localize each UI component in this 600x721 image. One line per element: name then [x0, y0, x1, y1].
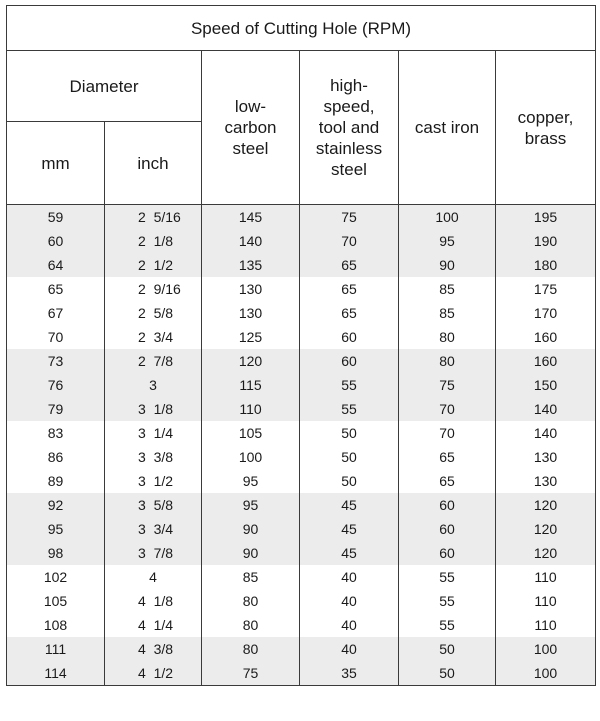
cell-inch: 4 1/4 [105, 613, 202, 637]
cell-low-carbon-steel: 130 [202, 277, 300, 301]
cell-mm: 92 [7, 493, 105, 517]
cell-cast-iron: 65 [399, 469, 496, 493]
cell-low-carbon-steel: 120 [202, 349, 300, 373]
cell-low-carbon-steel: 135 [202, 253, 300, 277]
cell-inch: 2 9/16 [105, 277, 202, 301]
cell-high-speed-steel: 60 [300, 325, 399, 349]
rpm-table-container [6, 5, 595, 686]
cell-cast-iron: 80 [399, 325, 496, 349]
cell-cast-iron: 75 [399, 373, 496, 397]
cell-high-speed-steel: 65 [300, 277, 399, 301]
cell-mm: 102 [7, 565, 105, 589]
cell-copper-brass: 120 [496, 517, 596, 541]
cell-inch: 2 5/16 [105, 205, 202, 230]
cell-mm: 64 [7, 253, 105, 277]
cell-mm: 60 [7, 229, 105, 253]
cell-copper-brass: 140 [496, 421, 596, 445]
mm-header: mm [7, 122, 105, 205]
cell-copper-brass: 160 [496, 349, 596, 373]
cell-cast-iron: 55 [399, 589, 496, 613]
cell-cast-iron: 60 [399, 493, 496, 517]
cell-copper-brass: 195 [496, 205, 596, 230]
cell-low-carbon-steel: 125 [202, 325, 300, 349]
cell-cast-iron: 80 [399, 349, 496, 373]
cell-mm: 65 [7, 277, 105, 301]
cell-mm: 98 [7, 541, 105, 565]
cell-copper-brass: 110 [496, 613, 596, 637]
table-row [7, 253, 596, 277]
cell-low-carbon-steel: 85 [202, 565, 300, 589]
cell-low-carbon-steel: 90 [202, 541, 300, 565]
cell-high-speed-steel: 70 [300, 229, 399, 253]
cell-high-speed-steel: 45 [300, 493, 399, 517]
cell-copper-brass: 110 [496, 589, 596, 613]
low-carbon-steel-header: low- carbon steel [202, 51, 300, 205]
table-body [7, 205, 596, 686]
table-row [7, 613, 596, 637]
diameter-header: Diameter [7, 51, 202, 122]
cell-mm: 70 [7, 325, 105, 349]
cell-copper-brass: 110 [496, 565, 596, 589]
cell-inch: 2 1/2 [105, 253, 202, 277]
table-row [7, 469, 596, 493]
cell-copper-brass: 100 [496, 637, 596, 661]
cell-cast-iron: 65 [399, 445, 496, 469]
cell-inch: 3 [105, 373, 202, 397]
cell-copper-brass: 120 [496, 493, 596, 517]
cell-low-carbon-steel: 80 [202, 637, 300, 661]
cell-inch: 4 1/2 [105, 661, 202, 686]
table-row [7, 277, 596, 301]
cell-cast-iron: 85 [399, 277, 496, 301]
table-row [7, 493, 596, 517]
cell-copper-brass: 130 [496, 445, 596, 469]
cell-mm: 79 [7, 397, 105, 421]
cell-cast-iron: 60 [399, 541, 496, 565]
cell-high-speed-steel: 50 [300, 469, 399, 493]
cell-inch: 2 5/8 [105, 301, 202, 325]
table-row [7, 229, 596, 253]
cell-high-speed-steel: 40 [300, 565, 399, 589]
cell-high-speed-steel: 75 [300, 205, 399, 230]
cell-mm: 67 [7, 301, 105, 325]
cell-cast-iron: 60 [399, 517, 496, 541]
table-row [7, 301, 596, 325]
cell-high-speed-steel: 40 [300, 613, 399, 637]
inch-header: inch [105, 122, 202, 205]
table-row [7, 589, 596, 613]
table-row [7, 661, 596, 686]
cell-mm: 89 [7, 469, 105, 493]
cell-low-carbon-steel: 100 [202, 445, 300, 469]
cell-low-carbon-steel: 95 [202, 469, 300, 493]
cell-cast-iron: 100 [399, 205, 496, 230]
cell-inch: 3 7/8 [105, 541, 202, 565]
cell-copper-brass: 130 [496, 469, 596, 493]
cell-cast-iron: 95 [399, 229, 496, 253]
cell-low-carbon-steel: 95 [202, 493, 300, 517]
cell-high-speed-steel: 40 [300, 637, 399, 661]
cell-cast-iron: 50 [399, 661, 496, 686]
cell-mm: 86 [7, 445, 105, 469]
cell-low-carbon-steel: 80 [202, 613, 300, 637]
table-row [7, 325, 596, 349]
table-row [7, 541, 596, 565]
cell-inch: 2 1/8 [105, 229, 202, 253]
cell-copper-brass: 175 [496, 277, 596, 301]
cell-high-speed-steel: 55 [300, 397, 399, 421]
cell-inch: 4 1/8 [105, 589, 202, 613]
cell-low-carbon-steel: 80 [202, 589, 300, 613]
cell-inch: 3 1/2 [105, 469, 202, 493]
cell-low-carbon-steel: 145 [202, 205, 300, 230]
cell-high-speed-steel: 55 [300, 373, 399, 397]
cell-high-speed-steel: 65 [300, 253, 399, 277]
cell-copper-brass: 160 [496, 325, 596, 349]
cell-high-speed-steel: 40 [300, 589, 399, 613]
cell-mm: 73 [7, 349, 105, 373]
copper-brass-header: copper, brass [496, 51, 596, 205]
cell-mm: 76 [7, 373, 105, 397]
cell-cast-iron: 55 [399, 565, 496, 589]
cell-mm: 59 [7, 205, 105, 230]
cell-high-speed-steel: 50 [300, 421, 399, 445]
rpm-table [6, 5, 596, 686]
cell-mm: 105 [7, 589, 105, 613]
cell-high-speed-steel: 45 [300, 517, 399, 541]
cell-low-carbon-steel: 90 [202, 517, 300, 541]
cell-low-carbon-steel: 115 [202, 373, 300, 397]
cell-high-speed-steel: 35 [300, 661, 399, 686]
cell-copper-brass: 140 [496, 397, 596, 421]
table-row [7, 373, 596, 397]
cell-copper-brass: 170 [496, 301, 596, 325]
cast-iron-header: cast iron [399, 51, 496, 205]
cell-cast-iron: 90 [399, 253, 496, 277]
cell-low-carbon-steel: 75 [202, 661, 300, 686]
cell-inch: 4 3/8 [105, 637, 202, 661]
high-speed-steel-header: high- speed, tool and stainless steel [300, 51, 399, 205]
cell-cast-iron: 50 [399, 637, 496, 661]
cell-copper-brass: 180 [496, 253, 596, 277]
table-row [7, 421, 596, 445]
cell-inch: 3 1/4 [105, 421, 202, 445]
cell-high-speed-steel: 65 [300, 301, 399, 325]
cell-cast-iron: 55 [399, 613, 496, 637]
table-row [7, 517, 596, 541]
table-row [7, 565, 596, 589]
table-title: Speed of Cutting Hole (RPM) [7, 6, 596, 51]
table-row [7, 445, 596, 469]
cell-low-carbon-steel: 105 [202, 421, 300, 445]
cell-low-carbon-steel: 140 [202, 229, 300, 253]
cell-high-speed-steel: 50 [300, 445, 399, 469]
cell-mm: 95 [7, 517, 105, 541]
table-row [7, 349, 596, 373]
cell-cast-iron: 85 [399, 301, 496, 325]
cell-cast-iron: 70 [399, 421, 496, 445]
cell-high-speed-steel: 60 [300, 349, 399, 373]
cell-copper-brass: 120 [496, 541, 596, 565]
cell-copper-brass: 190 [496, 229, 596, 253]
cell-copper-brass: 100 [496, 661, 596, 686]
table-row [7, 637, 596, 661]
cell-inch: 3 1/8 [105, 397, 202, 421]
cell-inch: 3 3/4 [105, 517, 202, 541]
cell-mm: 108 [7, 613, 105, 637]
cell-cast-iron: 70 [399, 397, 496, 421]
table-row [7, 397, 596, 421]
cell-copper-brass: 150 [496, 373, 596, 397]
cell-inch: 4 [105, 565, 202, 589]
cell-low-carbon-steel: 110 [202, 397, 300, 421]
cell-inch: 3 5/8 [105, 493, 202, 517]
cell-inch: 2 3/4 [105, 325, 202, 349]
cell-mm: 83 [7, 421, 105, 445]
table-row [7, 205, 596, 230]
cell-mm: 114 [7, 661, 105, 686]
cell-high-speed-steel: 45 [300, 541, 399, 565]
cell-inch: 2 7/8 [105, 349, 202, 373]
cell-low-carbon-steel: 130 [202, 301, 300, 325]
cell-mm: 111 [7, 637, 105, 661]
cell-inch: 3 3/8 [105, 445, 202, 469]
